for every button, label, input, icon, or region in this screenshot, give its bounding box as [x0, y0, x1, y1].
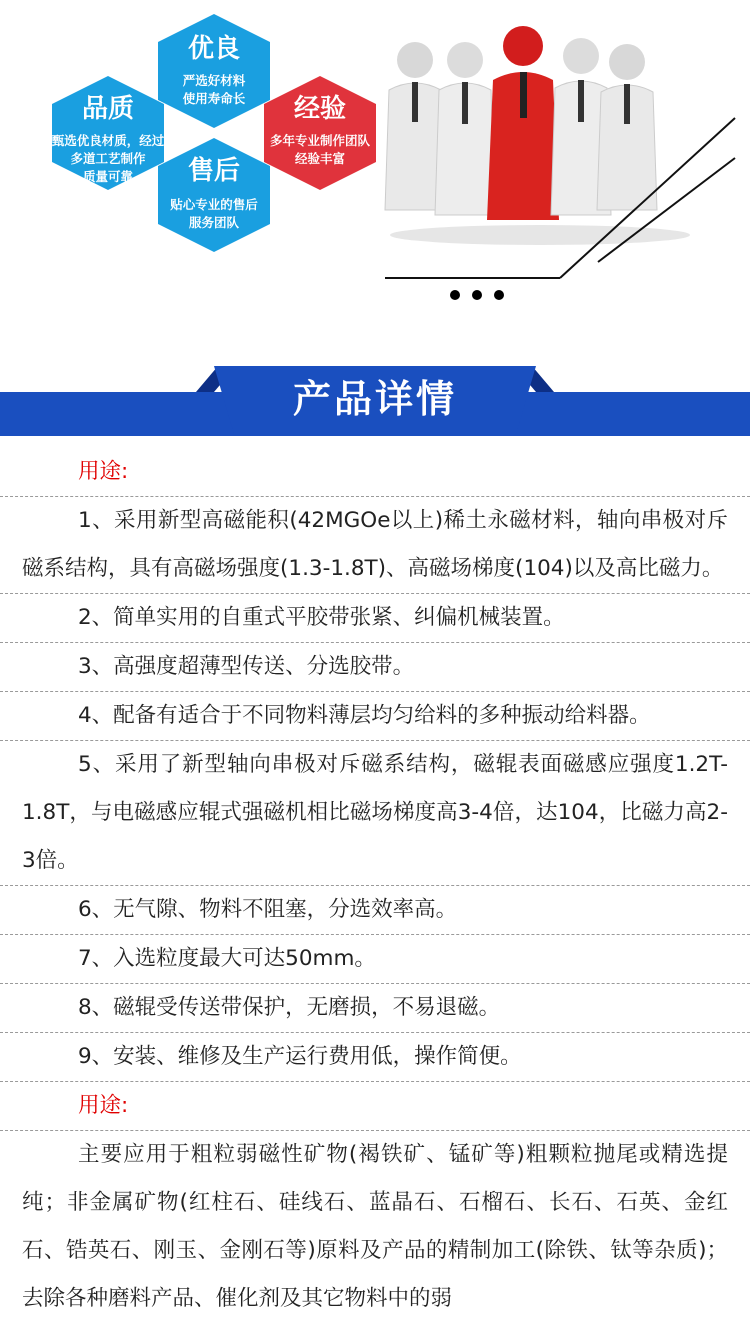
detail-item: 1、采用新型高磁能积(42MGOe以上)稀土永磁材料，轴向串极对斥磁系结构，具有高磁场强度(1.3-1.8T)、高磁场梯度(104)以及高比磁力。: [0, 497, 750, 594]
feature-title-pinzhi: 品质: [81, 94, 134, 124]
dot-indicator: [450, 290, 460, 300]
feature-title-jingyan: 经验: [293, 94, 346, 124]
dot-indicator: [494, 290, 504, 300]
detail-item: 7、入选粒度最大可达50mm。: [0, 935, 750, 984]
detail-item: 2、简单实用的自重式平胶带张紧、纠偏机械装置。: [0, 594, 750, 643]
section-title: 产品详情: [292, 377, 457, 421]
feature-title-youliang: 优良: [187, 34, 240, 64]
section-heading-application: 用途:: [0, 1082, 750, 1131]
application-text: 主要应用于粗粒弱磁性矿物(褐铁矿、锰矿等)粗颗粒抛尾或精选提纯；非金属矿物(红柱石、硅线石、蓝晶石、石榴石、长石、石英、金红石、锆英石、刚玉、金刚石等)原料及产品的精制加工(除铁、钛等杂质)；去除各种磨料产品、催化剂及其它物料中的弱: [22, 1142, 728, 1311]
detail-item: 4、配备有适合于不同物料薄层均匀给料的多种振动给料器。: [0, 692, 750, 741]
feature-title-shouhou: 售后: [187, 156, 240, 186]
detail-item: 6、无气隙、物料不阻塞，分选效率高。: [0, 886, 750, 935]
detail-item: 3、高强度超薄型传送、分选胶带。: [0, 643, 750, 692]
feature-desc-shouhou: 贴心专业的售后 服务团队: [170, 197, 258, 230]
feature-desc-jingyan: 多年专业制作团队 经验丰富: [269, 133, 370, 166]
detail-item: 5、采用了新型轴向串极对斥磁系结构，磁辊表面磁感应强度1.2T-1.8T，与电磁感应辊式强磁机相比磁场梯度高3-4倍，达104，比磁力高2-3倍。: [0, 741, 750, 886]
dot-indicator: [472, 290, 482, 300]
feature-section: [0, 0, 750, 360]
decorative-lines: [0, 0, 750, 300]
detail-item: 8、磁辊受传送带保护，无磨损，不易退磁。: [0, 984, 750, 1033]
feature-desc-pinzhi: 甄选优良材质，经过 多道工艺制作 质量可靠: [51, 133, 165, 184]
feature-desc-youliang: 严选好材料 使用寿命长: [182, 73, 246, 106]
product-details: [0, 448, 750, 1323]
section-heading-usage: 用途:: [0, 448, 750, 497]
detail-item: 9、安装、维修及生产运行费用低，操作简便。: [0, 1033, 750, 1082]
